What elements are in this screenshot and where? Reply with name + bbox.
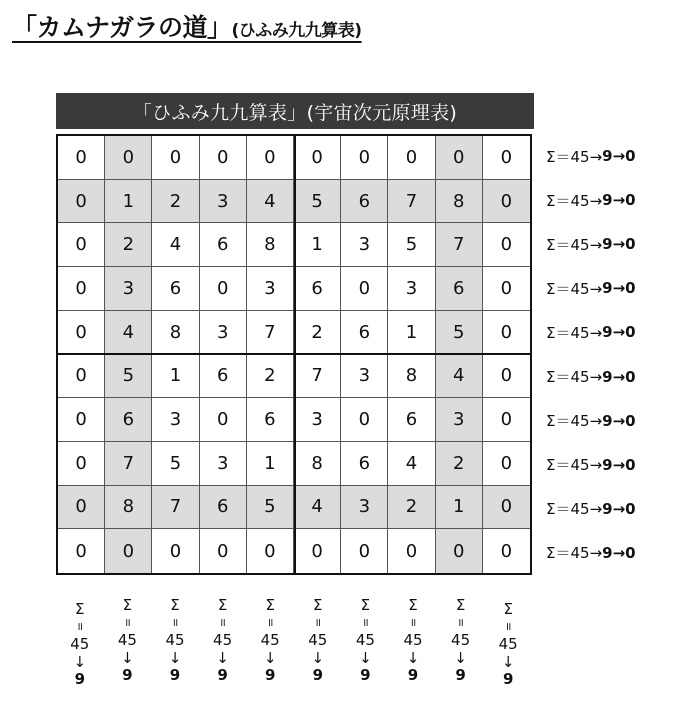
grid-cell: 0 — [58, 223, 105, 267]
grid-cell: 8 — [152, 311, 199, 355]
grid-cell: 0 — [483, 311, 530, 355]
grid-cell: 7 — [436, 223, 483, 267]
grid-cell: 0 — [152, 136, 199, 180]
down-arrow-icon: ↓ — [501, 653, 515, 671]
row-sum-prefix: Σ＝45→ — [546, 323, 603, 342]
grid-cell: 6 — [200, 223, 247, 267]
grid-cell: 2 — [152, 180, 199, 224]
grid-cell: 3 — [200, 442, 247, 486]
grid-cell: 0 — [200, 529, 247, 573]
row-sum — [546, 355, 636, 399]
col-sum-sigma: Σ — [170, 596, 180, 614]
col-sum-value: 45 — [355, 631, 375, 649]
grid-cell: 3 — [294, 398, 341, 442]
row-sum-result: 9 — [602, 455, 613, 474]
grid-cell: 5 — [105, 355, 152, 399]
grid-cell: 7 — [105, 442, 152, 486]
col-sum-value: 45 — [117, 631, 137, 649]
col-sum-sigma: Σ — [217, 596, 228, 614]
col-sum-equals: ॥ — [409, 616, 417, 629]
col-sum-sigma: Σ — [360, 596, 371, 614]
grid-cell: 0 — [58, 529, 105, 573]
grid-cell: 0 — [483, 486, 530, 530]
down-arrow-icon: ↓ — [311, 649, 325, 667]
grid-cell: 6 — [294, 267, 341, 311]
row-sum-suffix: →0 — [612, 367, 636, 386]
grid-cell: 2 — [388, 486, 435, 530]
row-sum-suffix: →0 — [612, 455, 636, 474]
col-sum-value: 45 — [308, 631, 328, 649]
grid-cell: 8 — [247, 223, 294, 267]
col-sum-result: 9 — [455, 666, 466, 684]
grid-cell: 1 — [388, 311, 435, 355]
grid-cell: 3 — [105, 267, 152, 311]
grid-cell: 0 — [483, 180, 530, 224]
row-sum-suffix: →0 — [612, 191, 636, 210]
grid-cell: 0 — [483, 355, 530, 399]
col-sum-value: 45 — [70, 635, 90, 653]
grid-cell: 0 — [483, 442, 530, 486]
grid-cell: 0 — [483, 267, 530, 311]
col-sum-result: 9 — [502, 670, 514, 688]
grid-cell: 1 — [294, 223, 341, 267]
row-sum — [546, 443, 636, 487]
grid-cell: 0 — [200, 398, 247, 442]
grid-cell: 0 — [483, 136, 530, 180]
grid-cell: 6 — [436, 267, 483, 311]
row-sum-suffix: →0 — [612, 323, 636, 342]
col-sum-equals: ॥ — [457, 616, 464, 629]
col-sum-equals: ॥ — [124, 616, 131, 629]
grid-cell: 0 — [388, 529, 435, 573]
column-sum — [256, 596, 284, 685]
col-sum-sigma: Σ — [455, 596, 466, 614]
grid-cell: 1 — [247, 442, 294, 486]
grid-cell: 3 — [200, 311, 247, 355]
down-arrow-icon: ↓ — [168, 649, 182, 667]
grid-cell: 2 — [247, 355, 294, 399]
row-sum-suffix: →0 — [612, 235, 636, 254]
grid-cell: 5 — [294, 180, 341, 224]
row-sum — [546, 487, 636, 531]
col-sum-value: 45 — [451, 631, 471, 649]
row-sum-result: 9 — [602, 411, 613, 430]
row-sum-result: 9 — [602, 367, 613, 386]
grid-cell: 4 — [294, 486, 341, 530]
grid-cell: 0 — [58, 355, 105, 399]
col-sum-result: 9 — [122, 666, 133, 684]
row-sum — [546, 531, 636, 575]
grid-cell: 0 — [152, 529, 199, 573]
grid-cell: 3 — [388, 267, 435, 311]
col-sum-sigma: Σ — [122, 596, 133, 614]
row-sum-suffix: →0 — [612, 411, 636, 430]
column-sum — [399, 596, 427, 685]
down-arrow-icon: ↓ — [121, 649, 134, 667]
row-sum — [546, 134, 636, 178]
grid-cell: 8 — [388, 355, 435, 399]
grid-cell: 0 — [58, 442, 105, 486]
col-sum-value: 45 — [213, 631, 233, 649]
grid-cell: 1 — [105, 180, 152, 224]
column-sums — [56, 596, 532, 708]
grid-cell: 0 — [294, 136, 341, 180]
row-sum — [546, 266, 636, 310]
column-sum — [351, 596, 379, 685]
grid-cell: 0 — [200, 267, 247, 311]
grid-cell: 0 — [341, 136, 388, 180]
table-header: 「ひふみ九九算表」(宇宙次元原理表) — [56, 93, 534, 129]
row-sum-result: 9 — [602, 191, 613, 210]
row-sum-prefix: Σ＝45→ — [546, 456, 603, 475]
row-sum-prefix: Σ＝45→ — [546, 544, 603, 563]
col-sum-value: 45 — [403, 631, 423, 649]
down-arrow-icon: ↓ — [216, 649, 229, 667]
grid-cell: 0 — [58, 311, 105, 355]
down-arrow-icon: ↓ — [263, 649, 277, 667]
col-sum-equals: ॥ — [171, 616, 179, 629]
down-arrow-icon: ↓ — [359, 649, 372, 667]
col-sum-value: 45 — [498, 635, 518, 653]
down-arrow-icon: ↓ — [406, 649, 420, 667]
col-sum-result: 9 — [312, 666, 324, 684]
grid-cell: 0 — [341, 529, 388, 573]
grid-cell: 8 — [436, 180, 483, 224]
row-sums — [546, 134, 676, 575]
grid-cell: 6 — [200, 355, 247, 399]
grid-cell: 5 — [152, 442, 199, 486]
row-sum-prefix: Σ＝45→ — [546, 500, 603, 519]
grid-cell: 0 — [200, 136, 247, 180]
grid-cell: 5 — [388, 223, 435, 267]
grid-cell: 6 — [341, 442, 388, 486]
grid-cell: 3 — [341, 223, 388, 267]
grid-cell: 0 — [105, 529, 152, 573]
grid-cell: 8 — [294, 442, 341, 486]
row-sum-prefix: Σ＝45→ — [546, 368, 603, 386]
grid-cell: 2 — [105, 223, 152, 267]
row-sum-prefix: Σ＝45→ — [546, 235, 603, 254]
column-sum — [209, 596, 237, 685]
col-sum-equals: ॥ — [266, 616, 274, 629]
col-sum-sigma: Σ — [75, 600, 85, 618]
row-sum-prefix: Σ＝45→ — [546, 279, 603, 298]
grid-cell: 0 — [483, 223, 530, 267]
row-sum-suffix: →0 — [612, 543, 636, 562]
col-sum-result: 9 — [74, 670, 86, 688]
grid-cell: 7 — [152, 486, 199, 530]
row-sum-result: 9 — [602, 235, 613, 254]
grid-cell: 0 — [341, 267, 388, 311]
grid-cell: 4 — [105, 311, 152, 355]
grid-cell: 4 — [388, 442, 435, 486]
row-sum-suffix: →0 — [612, 499, 636, 518]
multiplication-grid — [56, 134, 532, 575]
col-sum-equals: ॥ — [314, 616, 322, 629]
grid-cell: 6 — [341, 311, 388, 355]
grid-cell: 3 — [152, 398, 199, 442]
col-sum-result: 9 — [217, 666, 228, 684]
grid-cell: 0 — [388, 136, 435, 180]
row-sum — [546, 399, 636, 443]
grid-cell: 4 — [436, 355, 483, 399]
grid-cell: 6 — [105, 398, 152, 442]
row-sum — [546, 222, 636, 266]
grid-cell: 1 — [152, 355, 199, 399]
grid-cell: 7 — [294, 355, 341, 399]
grid-divider-horizontal — [58, 353, 530, 355]
col-sum-equals: ॥ — [76, 620, 84, 633]
grid-cell: 0 — [58, 180, 105, 224]
grid-cell: 4 — [247, 180, 294, 224]
column-sum — [494, 600, 522, 689]
grid-cell: 0 — [341, 398, 388, 442]
row-sum-prefix: Σ＝45→ — [546, 412, 603, 431]
col-sum-equals: ॥ — [362, 616, 369, 629]
grid-cell: 0 — [105, 136, 152, 180]
grid-cell: 6 — [247, 398, 294, 442]
col-sum-result: 9 — [169, 666, 181, 684]
column-sum — [113, 596, 141, 685]
grid-cell: 0 — [247, 529, 294, 573]
grid-cell: 0 — [58, 398, 105, 442]
grid-cell: 2 — [294, 311, 341, 355]
row-sum-result: 9 — [602, 543, 613, 562]
col-sum-result: 9 — [360, 666, 371, 684]
grid-cell: 0 — [436, 529, 483, 573]
grid-cell: 0 — [436, 136, 483, 180]
row-sum-prefix: Σ＝45→ — [546, 191, 603, 210]
col-sum-value: 45 — [260, 631, 280, 649]
col-sum-sigma: Σ — [503, 600, 513, 618]
grid-cell: 5 — [436, 311, 483, 355]
page-title-main: 「カムナガラの道」 — [12, 13, 232, 42]
col-sum-result: 9 — [264, 666, 276, 684]
row-sum — [546, 310, 636, 354]
grid-cell: 6 — [388, 398, 435, 442]
row-sum-result: 9 — [602, 279, 613, 298]
grid-cell: 7 — [388, 180, 435, 224]
row-sum-result: 9 — [602, 323, 613, 342]
row-sum-result: 9 — [602, 147, 613, 165]
grid-cell: 1 — [436, 486, 483, 530]
column-sum — [304, 596, 332, 685]
row-sum-result: 9 — [602, 499, 613, 518]
down-arrow-icon: ↓ — [73, 653, 87, 671]
page-subtitle: (ひふみ九九算表) — [231, 21, 362, 41]
grid-cell: 0 — [247, 136, 294, 180]
col-sum-equals: ॥ — [504, 620, 512, 633]
row-sum-suffix: →0 — [612, 279, 636, 298]
down-arrow-icon: ↓ — [454, 649, 467, 667]
grid-cell: 3 — [341, 355, 388, 399]
row-sum-prefix: Σ＝45→ — [546, 147, 603, 166]
grid-cell: 4 — [152, 223, 199, 267]
grid-cell: 7 — [247, 311, 294, 355]
grid-cell: 6 — [341, 180, 388, 224]
grid-cell: 0 — [483, 398, 530, 442]
grid-cell: 0 — [294, 529, 341, 573]
col-sum-sigma: Σ — [265, 596, 275, 614]
col-sum-sigma: Σ — [313, 596, 323, 614]
grid-cell: 0 — [500, 540, 513, 562]
grid-cell: 8 — [105, 486, 152, 530]
col-sum-value: 45 — [165, 631, 185, 649]
column-sum — [161, 596, 189, 685]
grid-cell: 6 — [200, 486, 247, 530]
column-sum — [447, 596, 475, 685]
grid-cell: 3 — [200, 180, 247, 224]
grid-cell: 2 — [436, 442, 483, 486]
row-sum-suffix: →0 — [612, 147, 636, 165]
page-title — [12, 8, 362, 44]
col-sum-result: 9 — [407, 666, 419, 684]
grid-cell: 0 — [58, 136, 105, 180]
col-sum-equals: ॥ — [219, 616, 226, 629]
grid-cell: 0 — [58, 267, 105, 311]
col-sum-sigma: Σ — [408, 596, 418, 614]
grid-cell: 5 — [247, 486, 294, 530]
row-sum — [546, 178, 636, 222]
grid-cell: 3 — [247, 267, 294, 311]
grid-cell: 6 — [152, 267, 199, 311]
grid-cell: 3 — [436, 398, 483, 442]
grid-cell: 3 — [341, 486, 388, 530]
column-sum — [66, 600, 94, 689]
grid-cell: 0 — [58, 486, 105, 530]
